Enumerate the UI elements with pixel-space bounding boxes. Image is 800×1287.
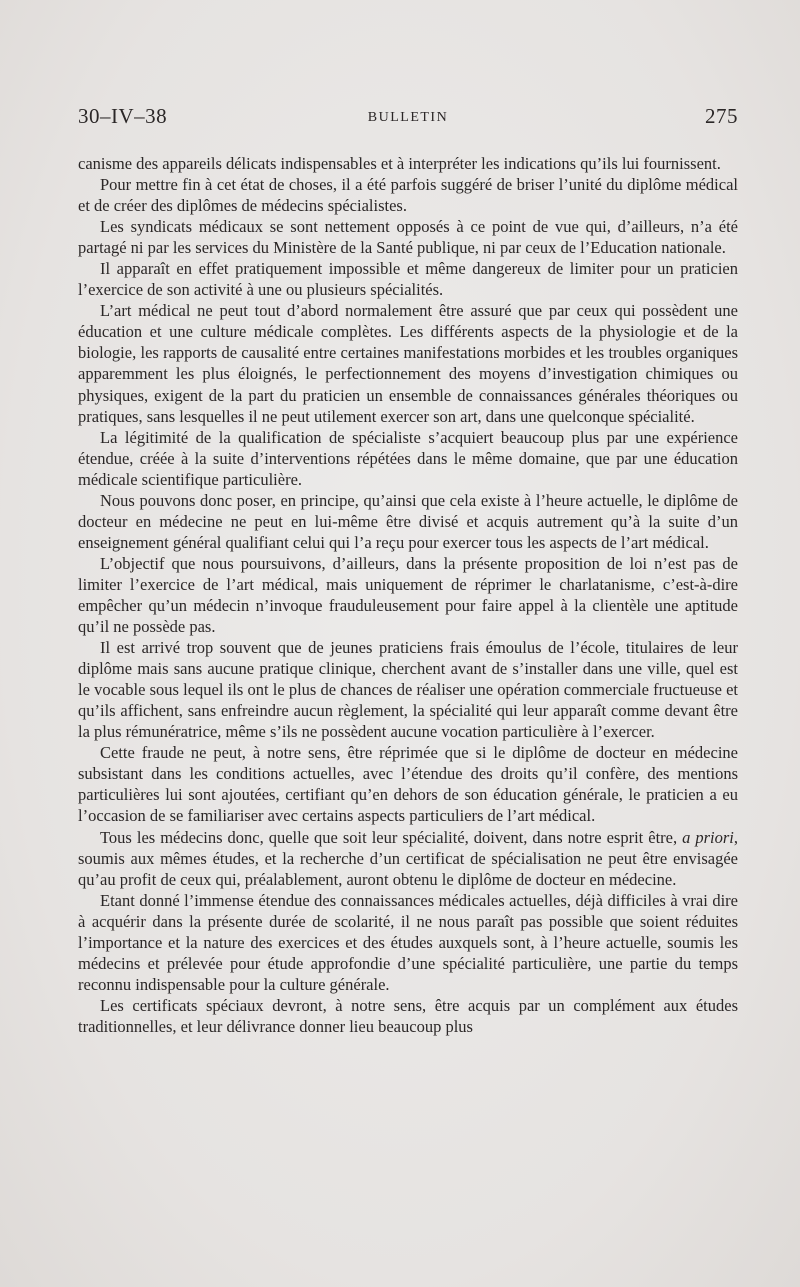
paragraph-3: Les syndicats médicaux se sont nettement opposés à ce point de vue qui, d’ailleurs, n’a été partagé ni par les services du Ministère de la Santé publique, ni par ceux de l’Education nationale. xyxy=(78,217,738,258)
page-number: 275 xyxy=(705,104,738,128)
paragraph-2: Pour mettre fin à cet état de choses, il a été parfois suggéré de briser l’unité du diplôme médical et de créer des diplômes de médecins spécialistes. xyxy=(78,175,738,216)
header-title: BULLETIN xyxy=(367,110,449,125)
italic-phrase: a priori xyxy=(682,827,734,847)
paragraph-11 xyxy=(78,827,738,890)
paragraph-9: Il est arrivé trop souvent que de jeunes praticiens frais émoulus de l’école, titulaires de leur diplôme mais sans aucune pratique clinique, cherchent avant de s’installer dans une ville, quel est le vocable sous lequel ils ont le plus de chances de réaliser une opération commerciale fructueuse et qu’ils affichent, sans enfreindre aucun règlement, la spécialité qui leur apparaît comme devant être la plus rémunératrice, même s’ils ne possèdent aucune vocation particulière à l’exercer. xyxy=(78,638,738,742)
paragraph-11-end: , soumis aux mêmes études, et la recherche d’un certificat de spécialisation ne peut être envisagée qu’au profit de ceux qui, préalablement, auront obtenu le diplôme de docteur en médecine. xyxy=(78,827,739,889)
paragraph-13: Les certificats spéciaux devront, à notre sens, être acquis par un complément aux études traditionnelles, et leur délivrance donner lieu beaucoup plus xyxy=(78,995,738,1036)
paragraph-4: Il apparaît en effet pratiquement impossible et même dangereux de limiter pour un praticien l’exercice de son activité à une ou plusieurs spécialités. xyxy=(78,259,738,300)
paragraph-12: Etant donné l’immense étendue des connaissances médicales actuelles, déjà difficiles à vrai dire à acquérir dans la présente durée de scolarité, il ne nous paraît pas possible que soient réduites l’importance et la nature des exercices et des études auxquels sont, à l’heure actuelle, soumis les médecins et prélevée pour étude approfondie d’une spécialité particulière, une partie du temps reconnu indispensable pour la culture générale. xyxy=(78,890,738,994)
body-text xyxy=(78,153,738,1037)
paragraph-5: L’art médical ne peut tout d’abord normalement être assuré que par ceux qui possèdent une éducation et une culture médicale complètes. Les différents aspects de la physiologie et de la biologie, les rapports de causalité entre certaines manifestations morbides et les troubles organiques apparemment les plus éloignés, le perfectionnement des moyens d’investigation chimiques ou physiques, exigent de la part du praticien un ensemble de connaissances générales théoriques ou pratiques, sans lesquelles il ne peut utilement exercer son art, dans une quelconque spécialité. xyxy=(78,301,738,426)
paragraph-11-start: Tous les médecins donc, quelle que soit leur spécialité, doivent, dans notre esprit être, xyxy=(100,827,683,847)
paragraph-1: canisme des appareils délicats indispensables et à interpréter les indications qu’ils lui fournissent. xyxy=(78,154,721,173)
header-date: 30–IV–38 xyxy=(78,104,168,128)
running-head xyxy=(78,104,738,132)
paragraph-7: Nous pouvons donc poser, en principe, qu’ainsi que cela existe à l’heure actuelle, le diplôme de docteur en médecine ne peut en lui-même être divisé et acquis autrement qu’à la suite d’un enseignement général qualifiant celui qui l’a reçu pour exercer tous les aspects de l’art médical. xyxy=(78,490,738,552)
paragraph-8: L’objectif que nous poursuivons, d’ailleurs, dans la présente proposition de loi n’est pas de limiter l’exercice de l’art médical, mais uniquement de réprimer le charlatanisme, c’est-à-dire empêcher qu’un médecin n’invoque frauduleusement pour faire appel à la clientèle une aptitude qu’il ne possède pas. xyxy=(78,553,738,637)
paragraph-6: La légitimité de la qualification de spécialiste s’acquiert beaucoup plus par une expérience étendue, créée à la suite d’interventions répétées dans le même domaine, que par une éducation médicale scientifique particulière. xyxy=(78,427,738,489)
paragraph-10: Cette fraude ne peut, à notre sens, être réprimée que si le diplôme de docteur en médecine subsistant dans les conditions actuelles, avec l’étendue des droits qu’il confère, des mentions particulières lui sont ajoutées, certifiant qu’en dehors de son éducation générale, le praticien a eu l’occasion de se familiariser avec certains aspects particuliers de l’art médical. xyxy=(78,743,738,826)
